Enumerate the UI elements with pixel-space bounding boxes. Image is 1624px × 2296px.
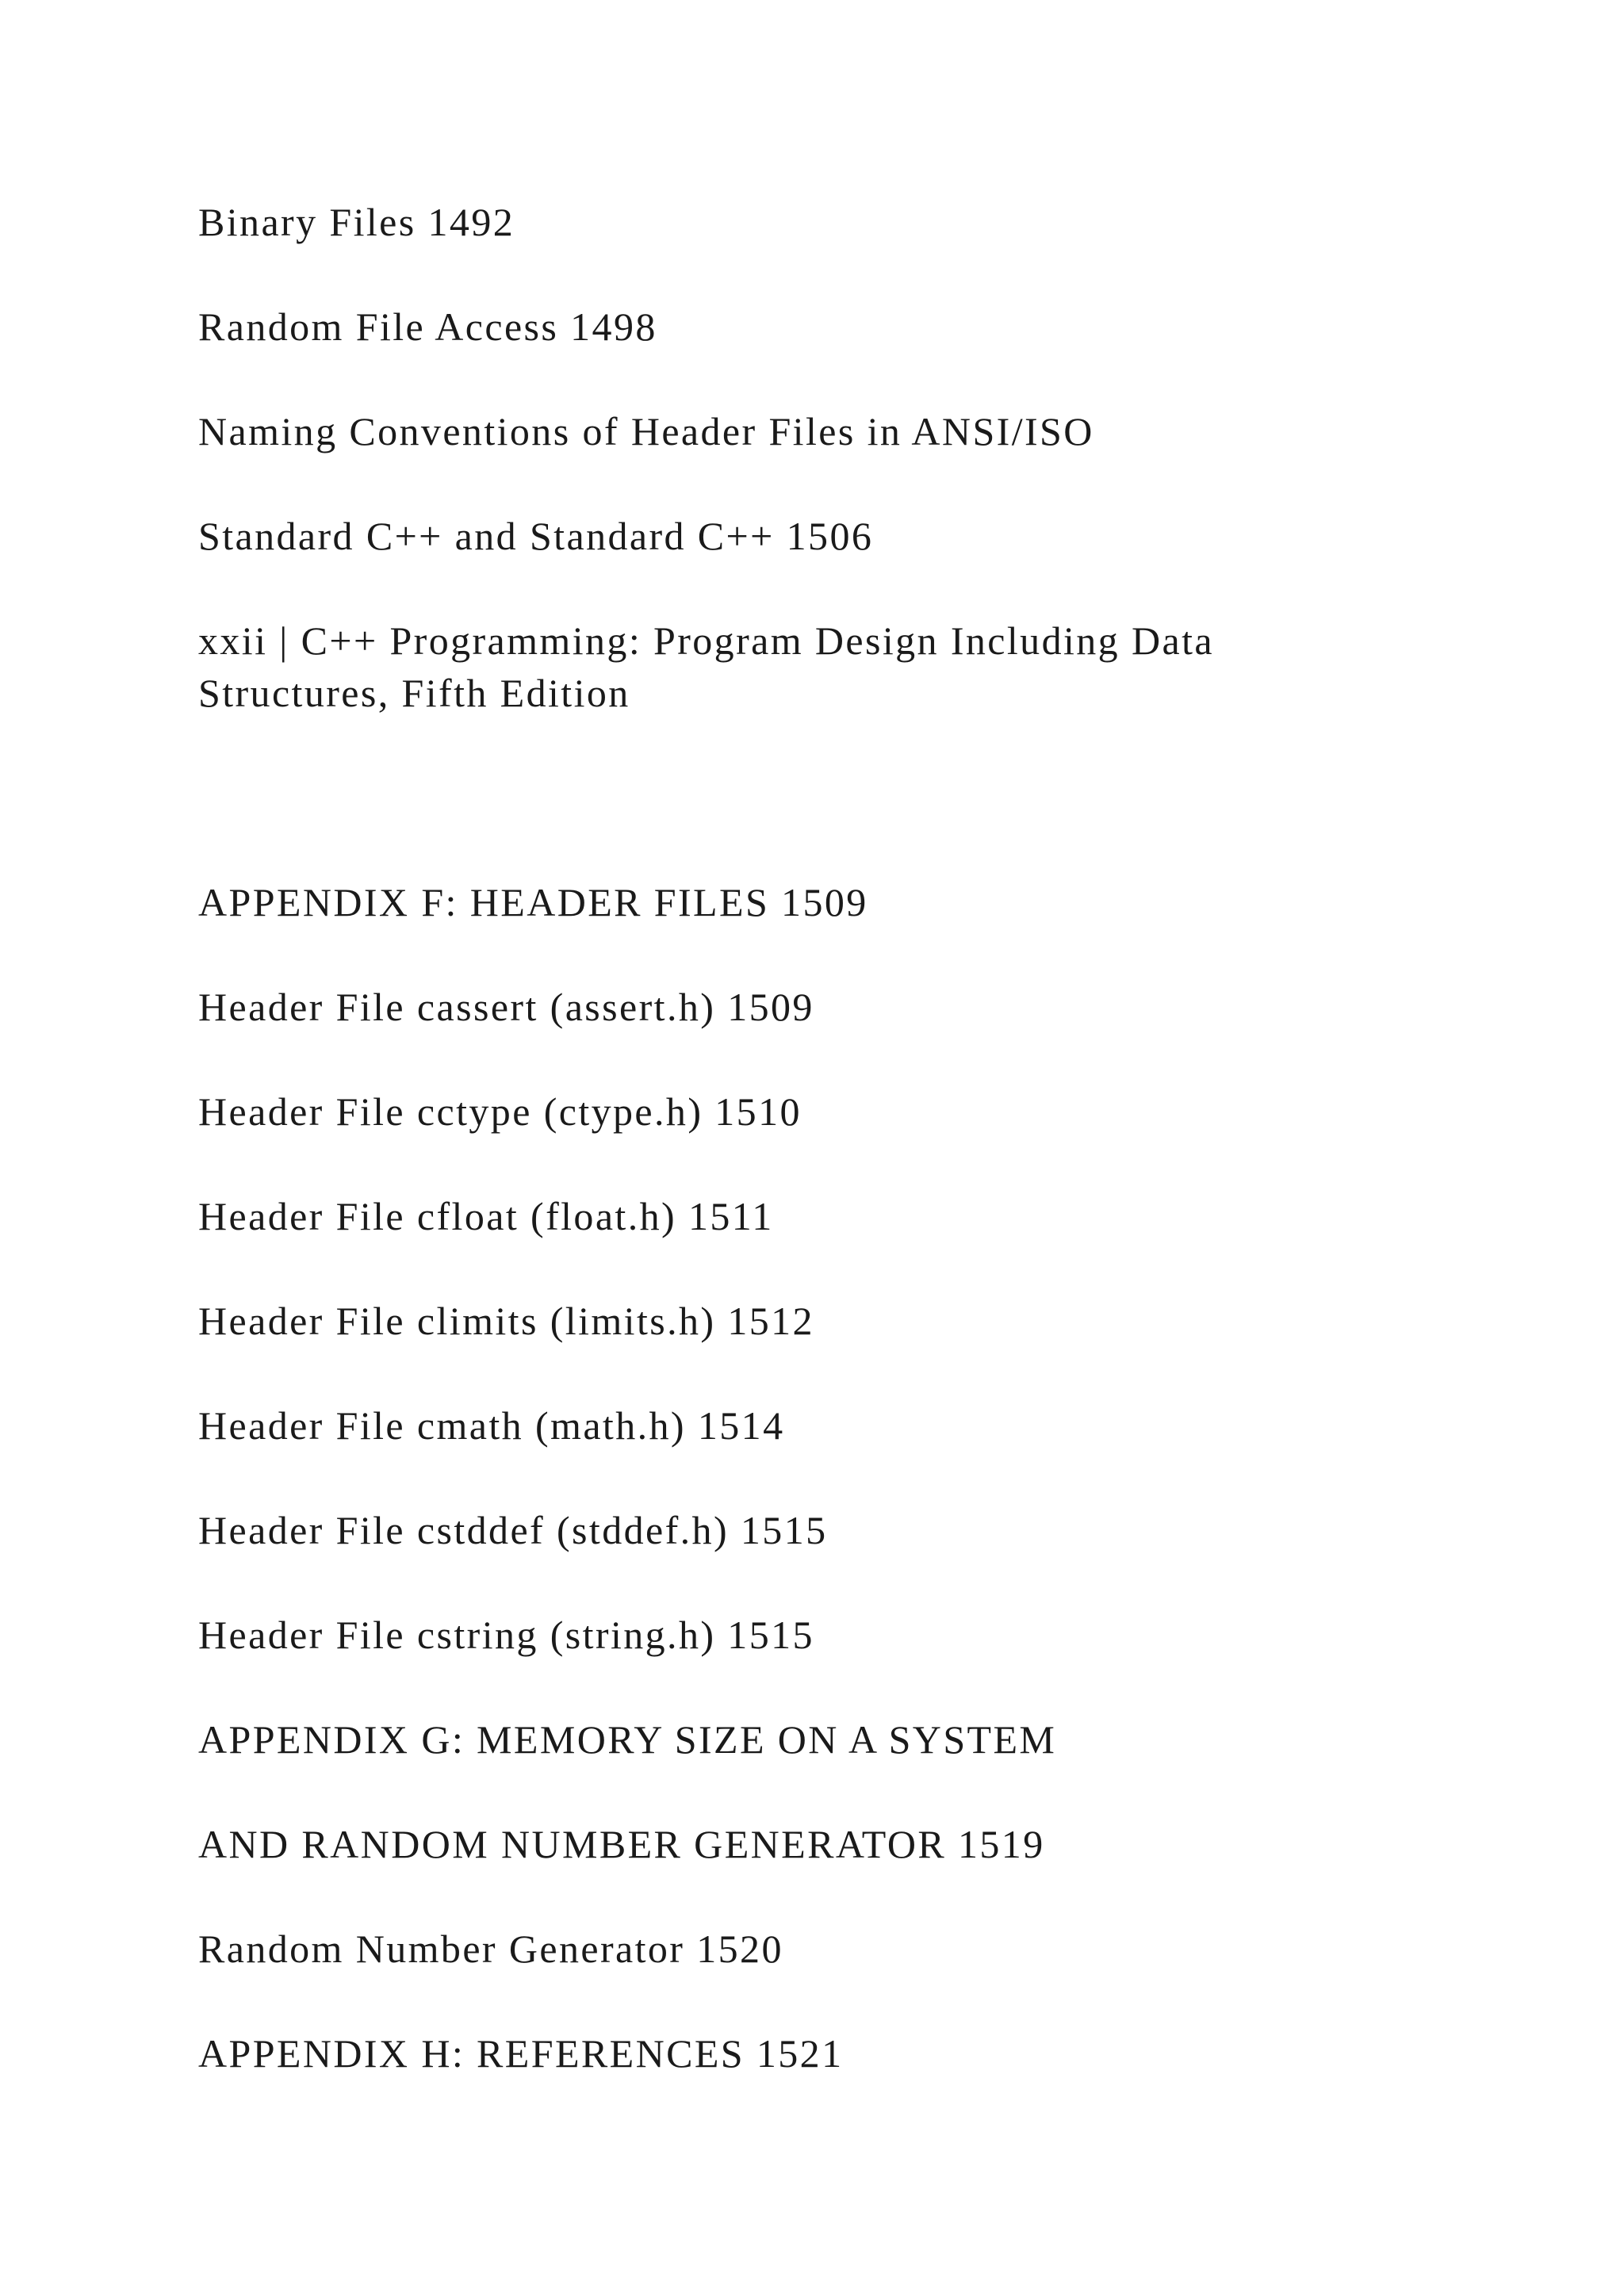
toc-entry-climits: Header File climits (limits.h) 1512 (198, 1299, 814, 1343)
toc-entry-appendix-g-line-2: AND RANDOM NUMBER GENERATOR 1519 (198, 1822, 1045, 1866)
toc-entry-cassert: Header File cassert (assert.h) 1509 (198, 985, 814, 1029)
toc-entry-cstddef: Header File cstddef (stddef.h) 1515 (198, 1508, 828, 1552)
running-footer-line-1: xxii | C++ Programming: Program Design Including Data (198, 618, 1214, 663)
toc-entry-appendix-f: APPENDIX F: HEADER FILES 1509 (198, 880, 868, 924)
toc-entry-random-number-generator: Random Number Generator 1520 (198, 1927, 783, 1971)
document-page (198, 0, 1546, 2296)
toc-entry-naming-conventions: Naming Conventions of Header Files in ANSI/ISO (198, 409, 1094, 453)
toc-entry-cfloat: Header File cfloat (float.h) 1511 (198, 1194, 774, 1238)
toc-entry-appendix-g-line-1: APPENDIX G: MEMORY SIZE ON A SYSTEM (198, 1717, 1057, 1762)
toc-entry-binary-files: Binary Files 1492 (198, 200, 515, 244)
toc-entry-cmath: Header File cmath (math.h) 1514 (198, 1403, 785, 1448)
toc-entry-cstring: Header File cstring (string.h) 1515 (198, 1613, 814, 1657)
toc-entry-random-file-access: Random File Access 1498 (198, 304, 657, 349)
running-footer-line-2: Structures, Fifth Edition (198, 671, 630, 715)
toc-entry-standard-cpp: Standard C++ and Standard C++ 1506 (198, 514, 874, 558)
toc-entry-appendix-h: APPENDIX H: REFERENCES 1521 (198, 2031, 844, 2076)
toc-entry-cctype: Header File cctype (ctype.h) 1510 (198, 1089, 802, 1134)
